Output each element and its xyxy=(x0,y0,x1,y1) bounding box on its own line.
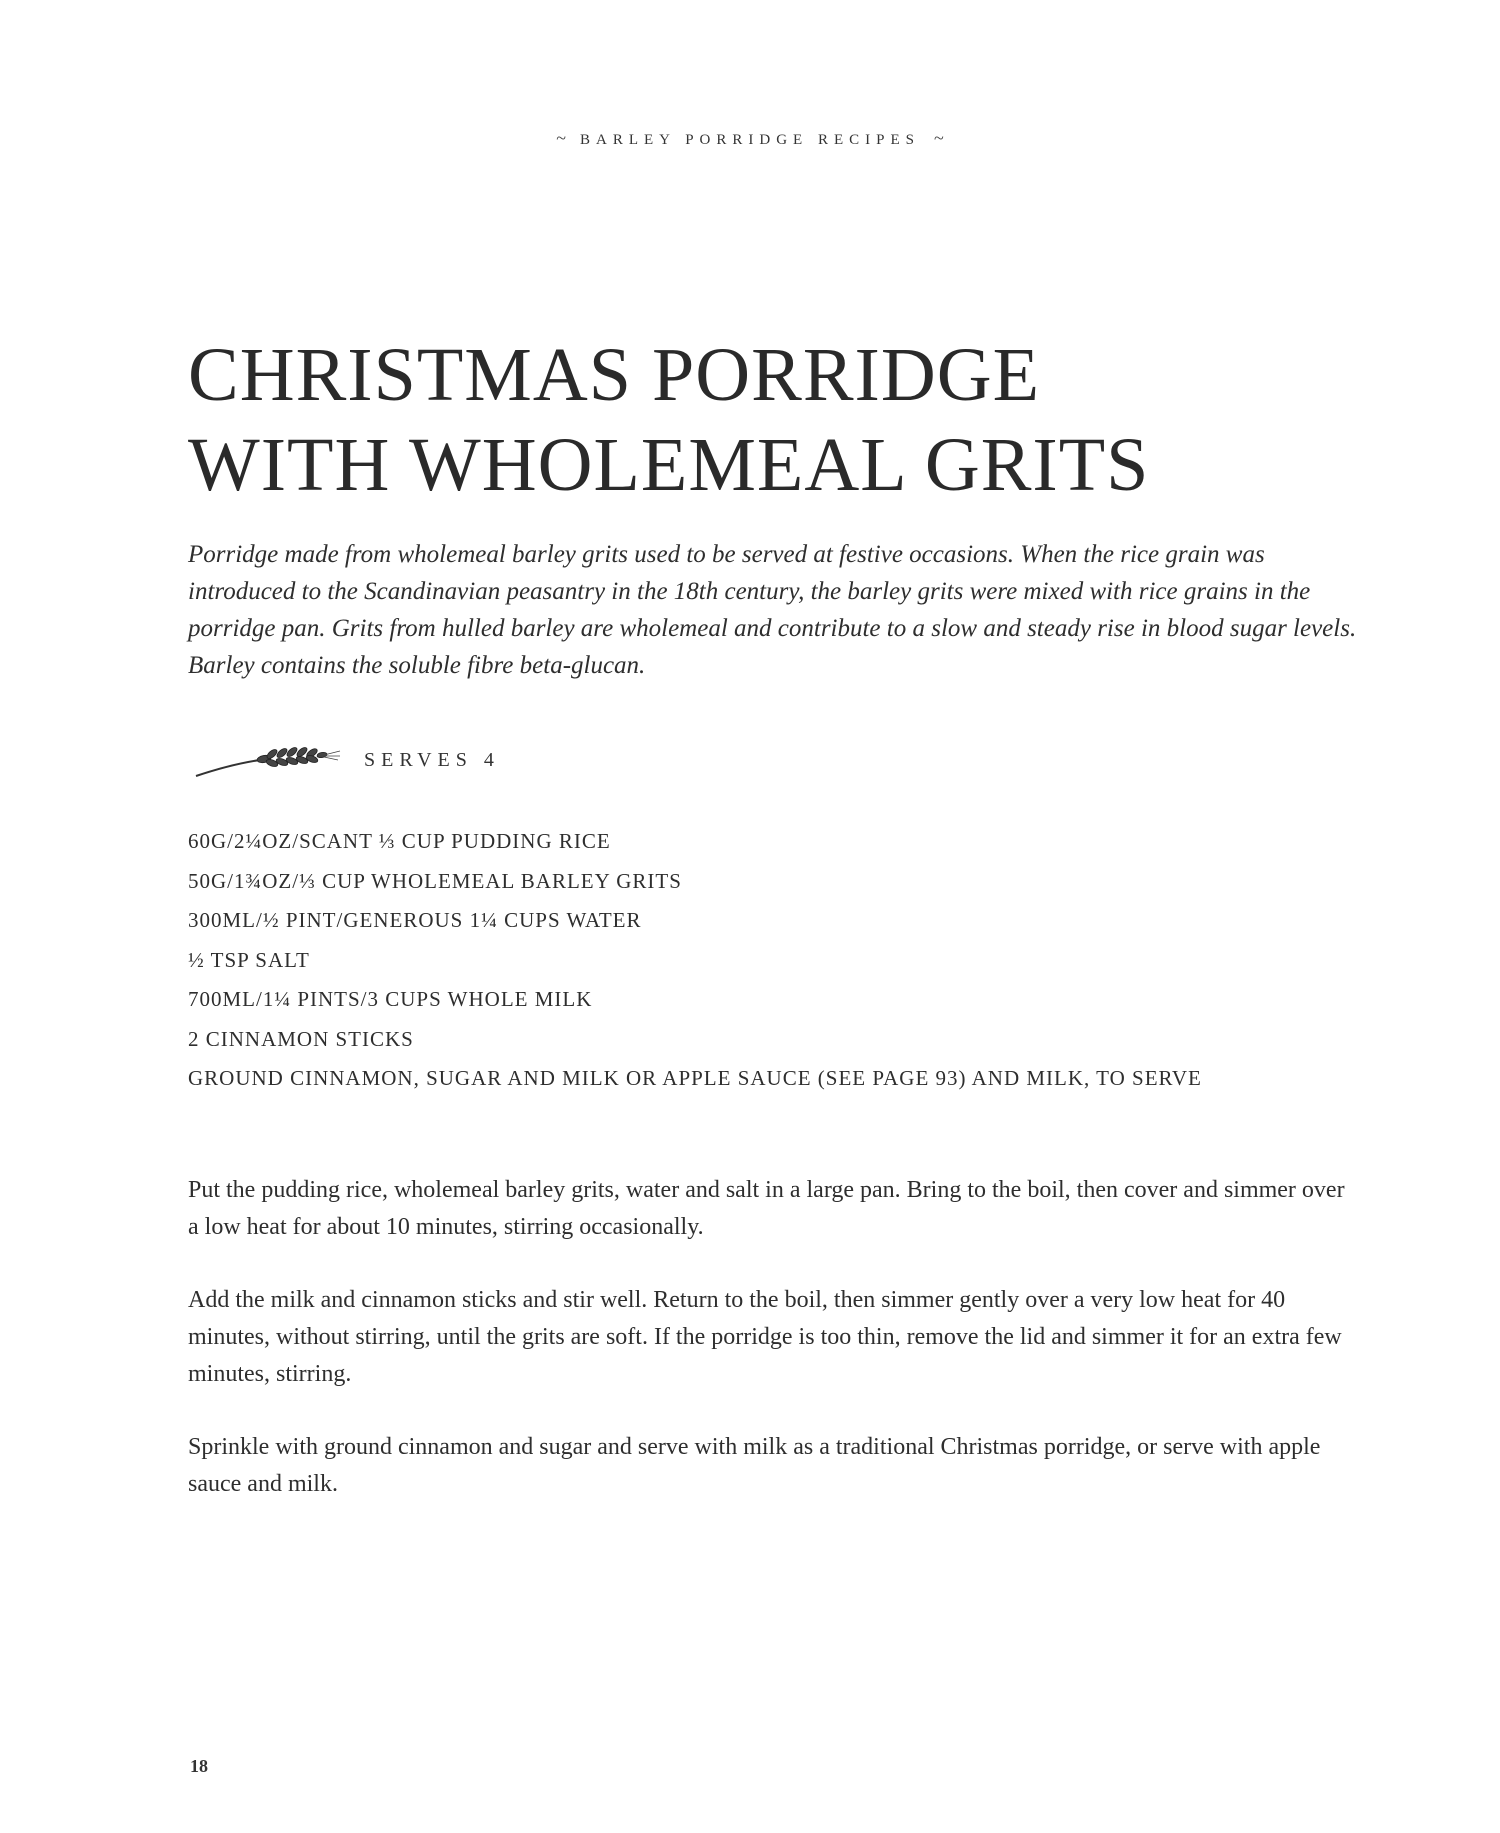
ingredient-item: 60G/2¼OZ/SCANT ⅓ CUP PUDDING RICE xyxy=(188,829,611,853)
right-swirl-ornament-icon: ~ xyxy=(933,128,944,148)
wheat-ear-icon xyxy=(192,742,342,782)
serves-label: SERVES 4 xyxy=(364,749,500,771)
ingredient-item: ½ TSP SALT xyxy=(188,947,310,972)
ingredients-list xyxy=(188,822,1338,1099)
ingredient-item: 50G/1¾OZ/⅓ CUP WHOLEMEAL BARLEY GRITS xyxy=(188,868,682,893)
running-head xyxy=(0,128,1500,149)
serves-row xyxy=(192,742,792,782)
recipe-title xyxy=(188,330,1338,510)
recipe-title-line-2: WITH WHOLEMEAL GRITS xyxy=(188,423,1150,507)
method-step: Sprinkle with ground cinnamon and sugar and serve with milk as a traditional Christmas porridge, or serve with apple sauce and milk. xyxy=(188,1434,1321,1497)
recipe-title-line-1: CHRISTMAS PORRIDGE xyxy=(188,333,1041,417)
page-number: 18 xyxy=(190,1756,208,1776)
method-step: Put the pudding rice, wholemeal barley grits, water and salt in a large pan. Bring to the boil, then cover and simmer over a low heat for about 10 minutes, stirring occasionally. xyxy=(188,1177,1345,1240)
recipe-intro: Porridge made from wholemeal barley grits used to be served at festive occasions. When the rice grain was introduced to the Scandinavian peasantry in the 18th century, the barley grits were mixed with rice grains in the porridge pan. Grits from hulled barley are wholemeal and contribute to a slow and steady rise in blood sugar levels. Barley contains the soluble fibre beta-glucan. xyxy=(188,541,1357,679)
running-head-text: BARLEY PORRIDGE RECIPES xyxy=(580,132,920,148)
method-section xyxy=(188,1172,1358,1539)
ingredient-item: 700ML/1¼ PINTS/3 CUPS WHOLE MILK xyxy=(188,987,593,1011)
left-swirl-ornament-icon: ~ xyxy=(556,128,567,148)
ingredient-item: 2 CINNAMON STICKS xyxy=(188,1026,414,1051)
method-step: Add the milk and cinnamon sticks and stir well. Return to the boil, then simmer gently over a very low heat for 40 minutes, without stirring, until the grits are soft. If the porridge is too thin, remove the lid and simmer it for an extra few minutes, stirring. xyxy=(188,1287,1342,1387)
ingredient-item: GROUND CINNAMON, SUGAR AND MILK OR APPLE SAUCE (SEE PAGE 93) AND MILK, TO SERVE xyxy=(188,1066,1202,1090)
ingredient-item: 300ML/½ PINT/GENEROUS 1¼ CUPS WATER xyxy=(188,908,642,932)
